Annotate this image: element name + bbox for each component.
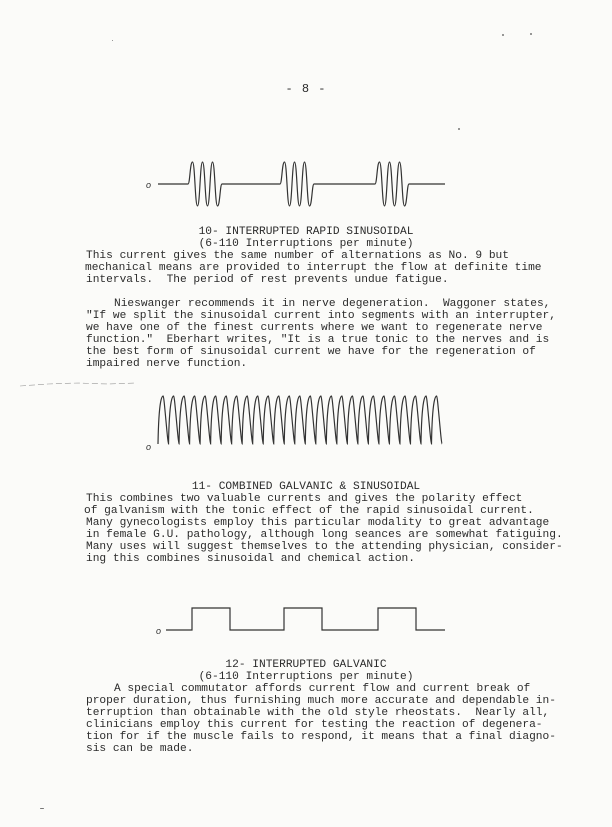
text-line: intervals. The period of rest prevents undue fatigue.	[86, 274, 449, 286]
text-line: mechanical means are provided to interrupt the flow at definite time	[85, 262, 542, 274]
text-line: the best form of sinusoidal current we have for the regeneration of	[86, 346, 536, 358]
scan-speck	[40, 808, 44, 809]
text-line: Many gynecologists employ this particular modality to great advantage	[86, 517, 550, 529]
text-line: in female G.U. pathology, although long seances are somewhat fatiguing.	[86, 529, 563, 541]
galvanic-sinusoidal-waveform	[146, 392, 456, 454]
text-line: This combines two valuable currents and gives the polarity effect	[86, 493, 523, 505]
section12-paragraph1	[86, 683, 564, 755]
section11-paragraph1	[86, 493, 564, 565]
zero-label: o	[156, 626, 162, 636]
text-line: "If we split the sinusoidal current into segments with an interrupter,	[86, 310, 556, 322]
text-line: function." Eberhart writes, "It is a true tonic to the nerves and is	[86, 334, 550, 346]
square-pulse-path	[166, 608, 445, 630]
section10-title: 10- INTERRUPTED RAPID SINUSOIDAL	[198, 226, 414, 238]
text-line: sis can be made.	[86, 743, 194, 755]
zero-label: o	[146, 180, 152, 190]
scan-speck	[502, 34, 504, 36]
scan-smudge	[18, 380, 138, 388]
text-line: proper duration, thus furnishing much more accurate and dependable in-	[86, 695, 556, 707]
text-line: This current gives the same number of alternations as No. 9 but	[86, 250, 509, 262]
text-line: clinicians employ this current for testing the reaction of degenera-	[86, 719, 543, 731]
zero-label: o	[146, 442, 152, 452]
text-line: tion for if the muscle fails to respond, it means that a final diagno-	[86, 731, 556, 743]
section11-title: 11- COMBINED GALVANIC & SINUSOIDAL	[191, 481, 421, 493]
text-line: Nieswanger recommends it in nerve degeneration. Waggoner states,	[114, 298, 551, 310]
interrupted-sinusoidal-waveform	[140, 152, 460, 218]
page-number: - 8 -	[285, 82, 327, 96]
text-line: ing this combines sinusoidal and chemical action.	[86, 553, 415, 565]
text-line: terruption than obtainable with the old style rheostats. Nearly all,	[86, 707, 550, 719]
text-line: we have one of the finest currents where we want to regenerate nerve	[86, 322, 543, 334]
scan-speck	[112, 40, 113, 41]
section12-title: 12- INTERRUPTED GALVANIC	[225, 659, 387, 671]
scan-speck	[458, 128, 460, 130]
interrupted-galvanic-waveform	[150, 598, 450, 640]
text-line: Many uses will suggest themselves to the attending physician, consider-	[86, 541, 563, 553]
sinusoidal-burst-path	[158, 162, 445, 206]
scan-speck	[530, 33, 532, 35]
section10-paragraph1	[86, 250, 564, 286]
text-line: impaired nerve function.	[86, 358, 248, 370]
continuous-sinusoid-path	[158, 396, 442, 444]
text-line: A special commutator affords current flow and current break of	[114, 683, 531, 695]
section12-subtitle: (6-110 Interruptions per minute)	[198, 671, 414, 683]
section10-subtitle: (6-110 Interruptions per minute)	[198, 238, 414, 250]
section10-paragraph2	[86, 298, 564, 370]
text-line: of galvanism with the tonic effect of the rapid sinusoidal current.	[84, 505, 534, 517]
